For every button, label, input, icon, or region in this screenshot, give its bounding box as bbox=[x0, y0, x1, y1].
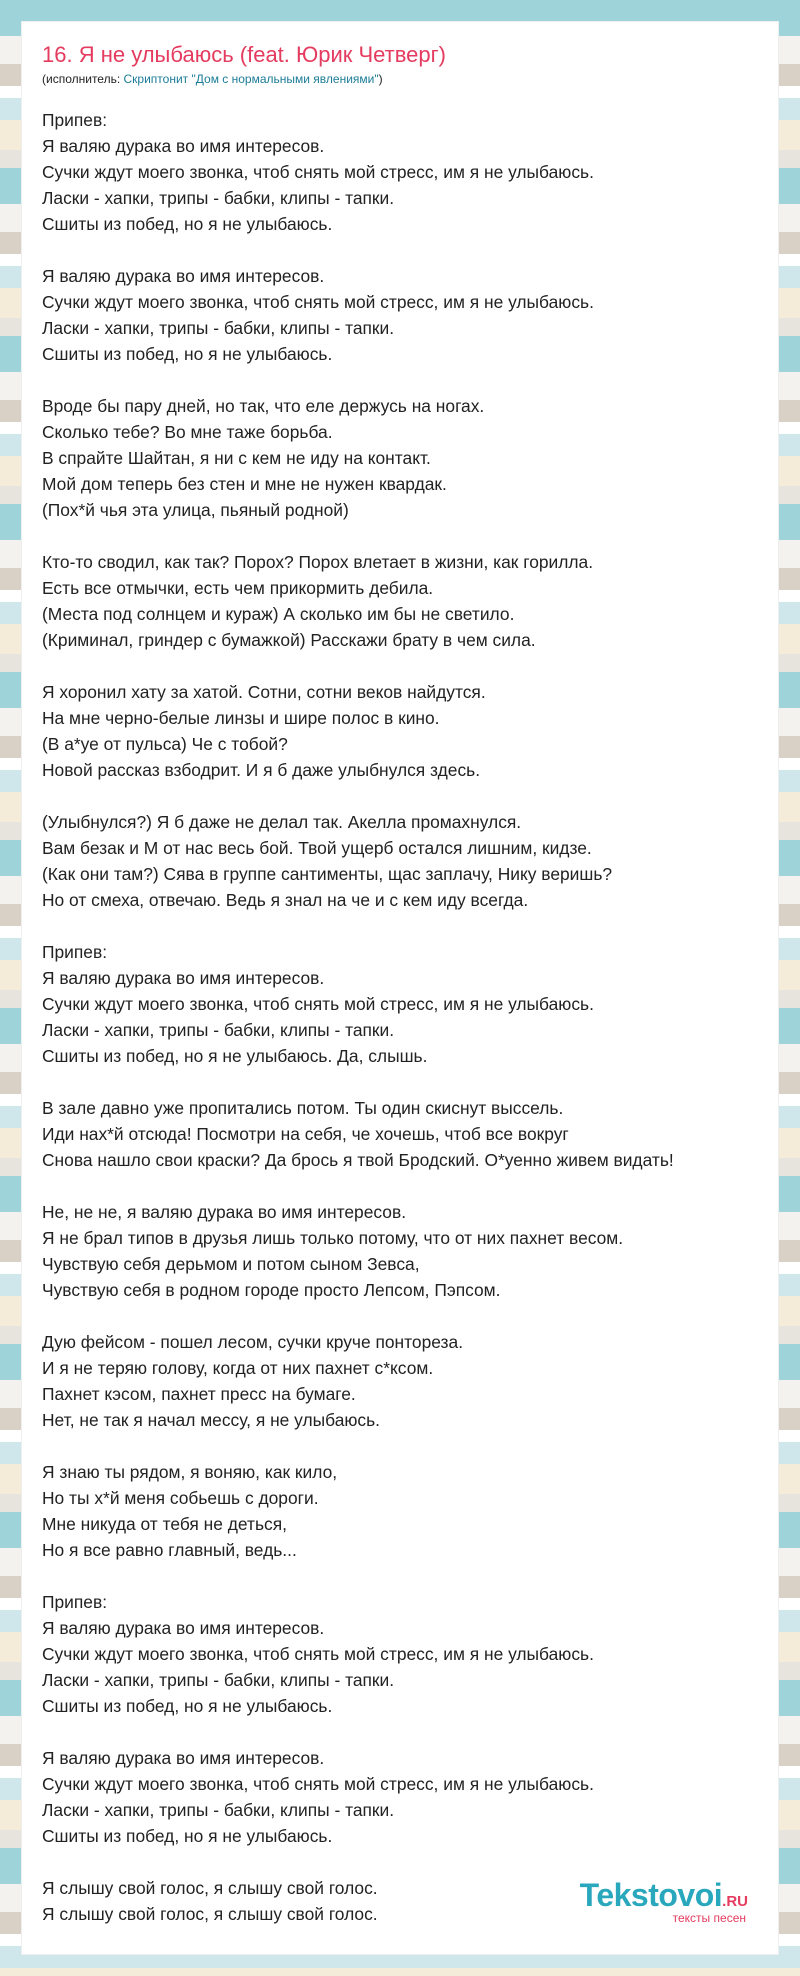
lyric-line: Сшиты из побед, но я не улыбаюсь. bbox=[42, 1826, 333, 1846]
lyric-line: Сшиты из побед, но я не улыбаюсь. bbox=[42, 344, 333, 364]
lyric-line: Припев: bbox=[42, 942, 108, 962]
stanza-gap bbox=[42, 237, 778, 263]
lyric-line: Нет, не так я начал мессу, я не улыбаюсь. bbox=[42, 1410, 381, 1430]
stanza-gap bbox=[42, 1173, 778, 1199]
logo-name: Tekstovoi bbox=[579, 1877, 723, 1913]
album-link[interactable]: "Дом с нормальными явлениями" bbox=[191, 72, 379, 86]
lyric-line: В спрайте Шайтан, я ни с кем не иду на контакт. bbox=[42, 448, 431, 468]
stanza-gap bbox=[42, 1069, 778, 1095]
lyric-line: Сшиты из побед, но я не улыбаюсь. bbox=[42, 214, 333, 234]
lyric-line: Я слышу свой голос, я слышу свой голос. bbox=[42, 1904, 378, 1924]
logo-tld: .RU bbox=[722, 1893, 748, 1910]
lyrics-card bbox=[22, 22, 778, 1954]
lyric-line: Пахнет кэсом, пахнет пресс на бумаге. bbox=[42, 1384, 356, 1404]
lyric-line: Я валяю дурака во имя интересов. bbox=[42, 266, 325, 286]
lyric-line: Чувствую себя дерьмом и потом сыном Зевса, bbox=[42, 1254, 420, 1274]
lyric-line: (Пох*й чья эта улица, пьяный родной) bbox=[42, 500, 349, 520]
lyric-line: Мне никуда от тебя не деться, bbox=[42, 1514, 287, 1534]
stanza-gap bbox=[42, 913, 778, 939]
lyric-line: Сучки ждут моего звонка, чтоб снять мой стресс, им я не улыбаюсь. bbox=[42, 292, 594, 312]
stanza-gap bbox=[42, 783, 778, 809]
logo-tagline: тексты песен bbox=[672, 1911, 746, 1925]
lyric-line: Ласки - хапки, трипы - бабки, клипы - тапки. bbox=[42, 188, 395, 208]
lyric-line: Вам безак и М от нас весь бой. Твой ущерб остался лишним, кидзе. bbox=[42, 838, 592, 858]
lyric-line: Кто-то сводил, как так? Порох? Порох влетает в жизни, как горилла. bbox=[42, 552, 594, 572]
stanza-gap bbox=[42, 1849, 778, 1875]
song-meta bbox=[42, 72, 383, 86]
lyric-line: Но я все равно главный, ведь... bbox=[42, 1540, 297, 1560]
lyric-line: Сучки ждут моего звонка, чтоб снять мой стресс, им я не улыбаюсь. bbox=[42, 1774, 594, 1794]
lyric-line: Иди нах*й отсюда! Посмотри на себя, че хочешь, чтоб все вокруг bbox=[42, 1124, 569, 1144]
lyric-line: (Криминал, гриндер с бумажкой) Расскажи брату в чем сила. bbox=[42, 630, 536, 650]
lyric-line: Мой дом теперь без стен и мне не нужен квардак. bbox=[42, 474, 447, 494]
stanza-gap bbox=[42, 653, 778, 679]
lyric-line: Я хоронил хату за хатой. Сотни, сотни веков найдутся. bbox=[42, 682, 486, 702]
lyric-line: Не, не не, я валяю дурака во имя интересов. bbox=[42, 1202, 407, 1222]
lyric-line: Сучки ждут моего звонка, чтоб снять мой стресс, им я не улыбаюсь. bbox=[42, 162, 594, 182]
lyric-line: Есть все отмычки, есть чем прикормить дебила. bbox=[42, 578, 434, 598]
lyric-line: Ласки - хапки, трипы - бабки, клипы - тапки. bbox=[42, 318, 395, 338]
stanza-gap bbox=[42, 1433, 778, 1459]
lyric-line: Ласки - хапки, трипы - бабки, клипы - тапки. bbox=[42, 1670, 395, 1690]
lyric-line: Я валяю дурака во имя интересов. bbox=[42, 1618, 325, 1638]
lyric-line: Сучки ждут моего звонка, чтоб снять мой стресс, им я не улыбаюсь. bbox=[42, 994, 594, 1014]
lyric-line: В зале давно уже пропитались потом. Ты один скиснут выссель. bbox=[42, 1098, 564, 1118]
lyric-line: Я валяю дурака во имя интересов. bbox=[42, 968, 325, 988]
lyric-line: Сучки ждут моего звонка, чтоб снять мой стресс, им я не улыбаюсь. bbox=[42, 1644, 594, 1664]
lyric-line: Но от смеха, отвечаю. Ведь я знал на че и с кем иду всегда. bbox=[42, 890, 529, 910]
lyric-line: Ласки - хапки, трипы - бабки, клипы - тапки. bbox=[42, 1020, 395, 1040]
lyric-line: Сшиты из побед, но я не улыбаюсь. bbox=[42, 1696, 333, 1716]
lyric-line: (Как они там?) Сява в группе сантименты, щас заплачу, Нику веришь? bbox=[42, 864, 613, 884]
stanza-gap bbox=[42, 1563, 778, 1589]
lyric-line: (Места под солнцем и кураж) А сколько им бы не светило. bbox=[42, 604, 515, 624]
lyric-line: На мне черно-белые линзы и шире полос в кино. bbox=[42, 708, 440, 728]
meta-prefix: (исполнитель: bbox=[42, 72, 124, 86]
lyric-line: Ласки - хапки, трипы - бабки, клипы - тапки. bbox=[42, 1800, 395, 1820]
artist-link[interactable]: Скриптонит bbox=[123, 72, 189, 86]
lyric-line: Дую фейсом - пошел лесом, сучки круче понтореза. bbox=[42, 1332, 464, 1352]
lyric-line: (Улыбнулся?) Я б даже не делал так. Акелла промахнулся. bbox=[42, 812, 522, 832]
stanza-gap bbox=[42, 523, 778, 549]
lyric-line: Я валяю дурака во имя интересов. bbox=[42, 136, 325, 156]
song-title: 16. Я не улыбаюсь (feat. Юрик Четверг) bbox=[42, 42, 447, 67]
lyric-line: Я не брал типов в друзья лишь только потому, что от них пахнет весом. bbox=[42, 1228, 624, 1248]
lyric-line: Я валяю дурака во имя интересов. bbox=[42, 1748, 325, 1768]
stanza-gap bbox=[42, 1719, 778, 1745]
lyric-line: Сколько тебе? Во мне таже борьба. bbox=[42, 422, 333, 442]
lyric-line: (В а*уе от пульса) Че с тобой? bbox=[42, 734, 288, 754]
lyric-line: Но ты х*й меня собьешь с дороги. bbox=[42, 1488, 319, 1508]
lyric-line: Я слышу свой голос, я слышу свой голос. bbox=[42, 1878, 378, 1898]
lyric-line: Припев: bbox=[42, 1592, 108, 1612]
lyric-line: Чувствую себя в родном городе просто Лепсом, Пэпсом. bbox=[42, 1280, 501, 1300]
stanza-gap bbox=[42, 1303, 778, 1329]
site-logo[interactable] bbox=[580, 1879, 748, 1924]
lyric-line: Новой рассказ взбодрит. И я б даже улыбнулся здесь. bbox=[42, 760, 481, 780]
lyric-line: Сшиты из побед, но я не улыбаюсь. Да, слышь. bbox=[42, 1046, 428, 1066]
lyric-line: И я не теряю голову, когда от них пахнет с*ксом. bbox=[42, 1358, 434, 1378]
lyrics-body bbox=[42, 107, 778, 1927]
lyric-line: Снова нашло свои краски? Да брось я твой Бродский. О*уенно живем видать! bbox=[42, 1150, 674, 1170]
lyric-line: Припев: bbox=[42, 110, 108, 130]
lyric-line: Я знаю ты рядом, я воняю, как кило, bbox=[42, 1462, 338, 1482]
meta-suffix: ) bbox=[378, 72, 383, 86]
stanza-gap bbox=[42, 367, 778, 393]
lyric-line: Вроде бы пару дней, но так, что еле держусь на ногах. bbox=[42, 396, 485, 416]
